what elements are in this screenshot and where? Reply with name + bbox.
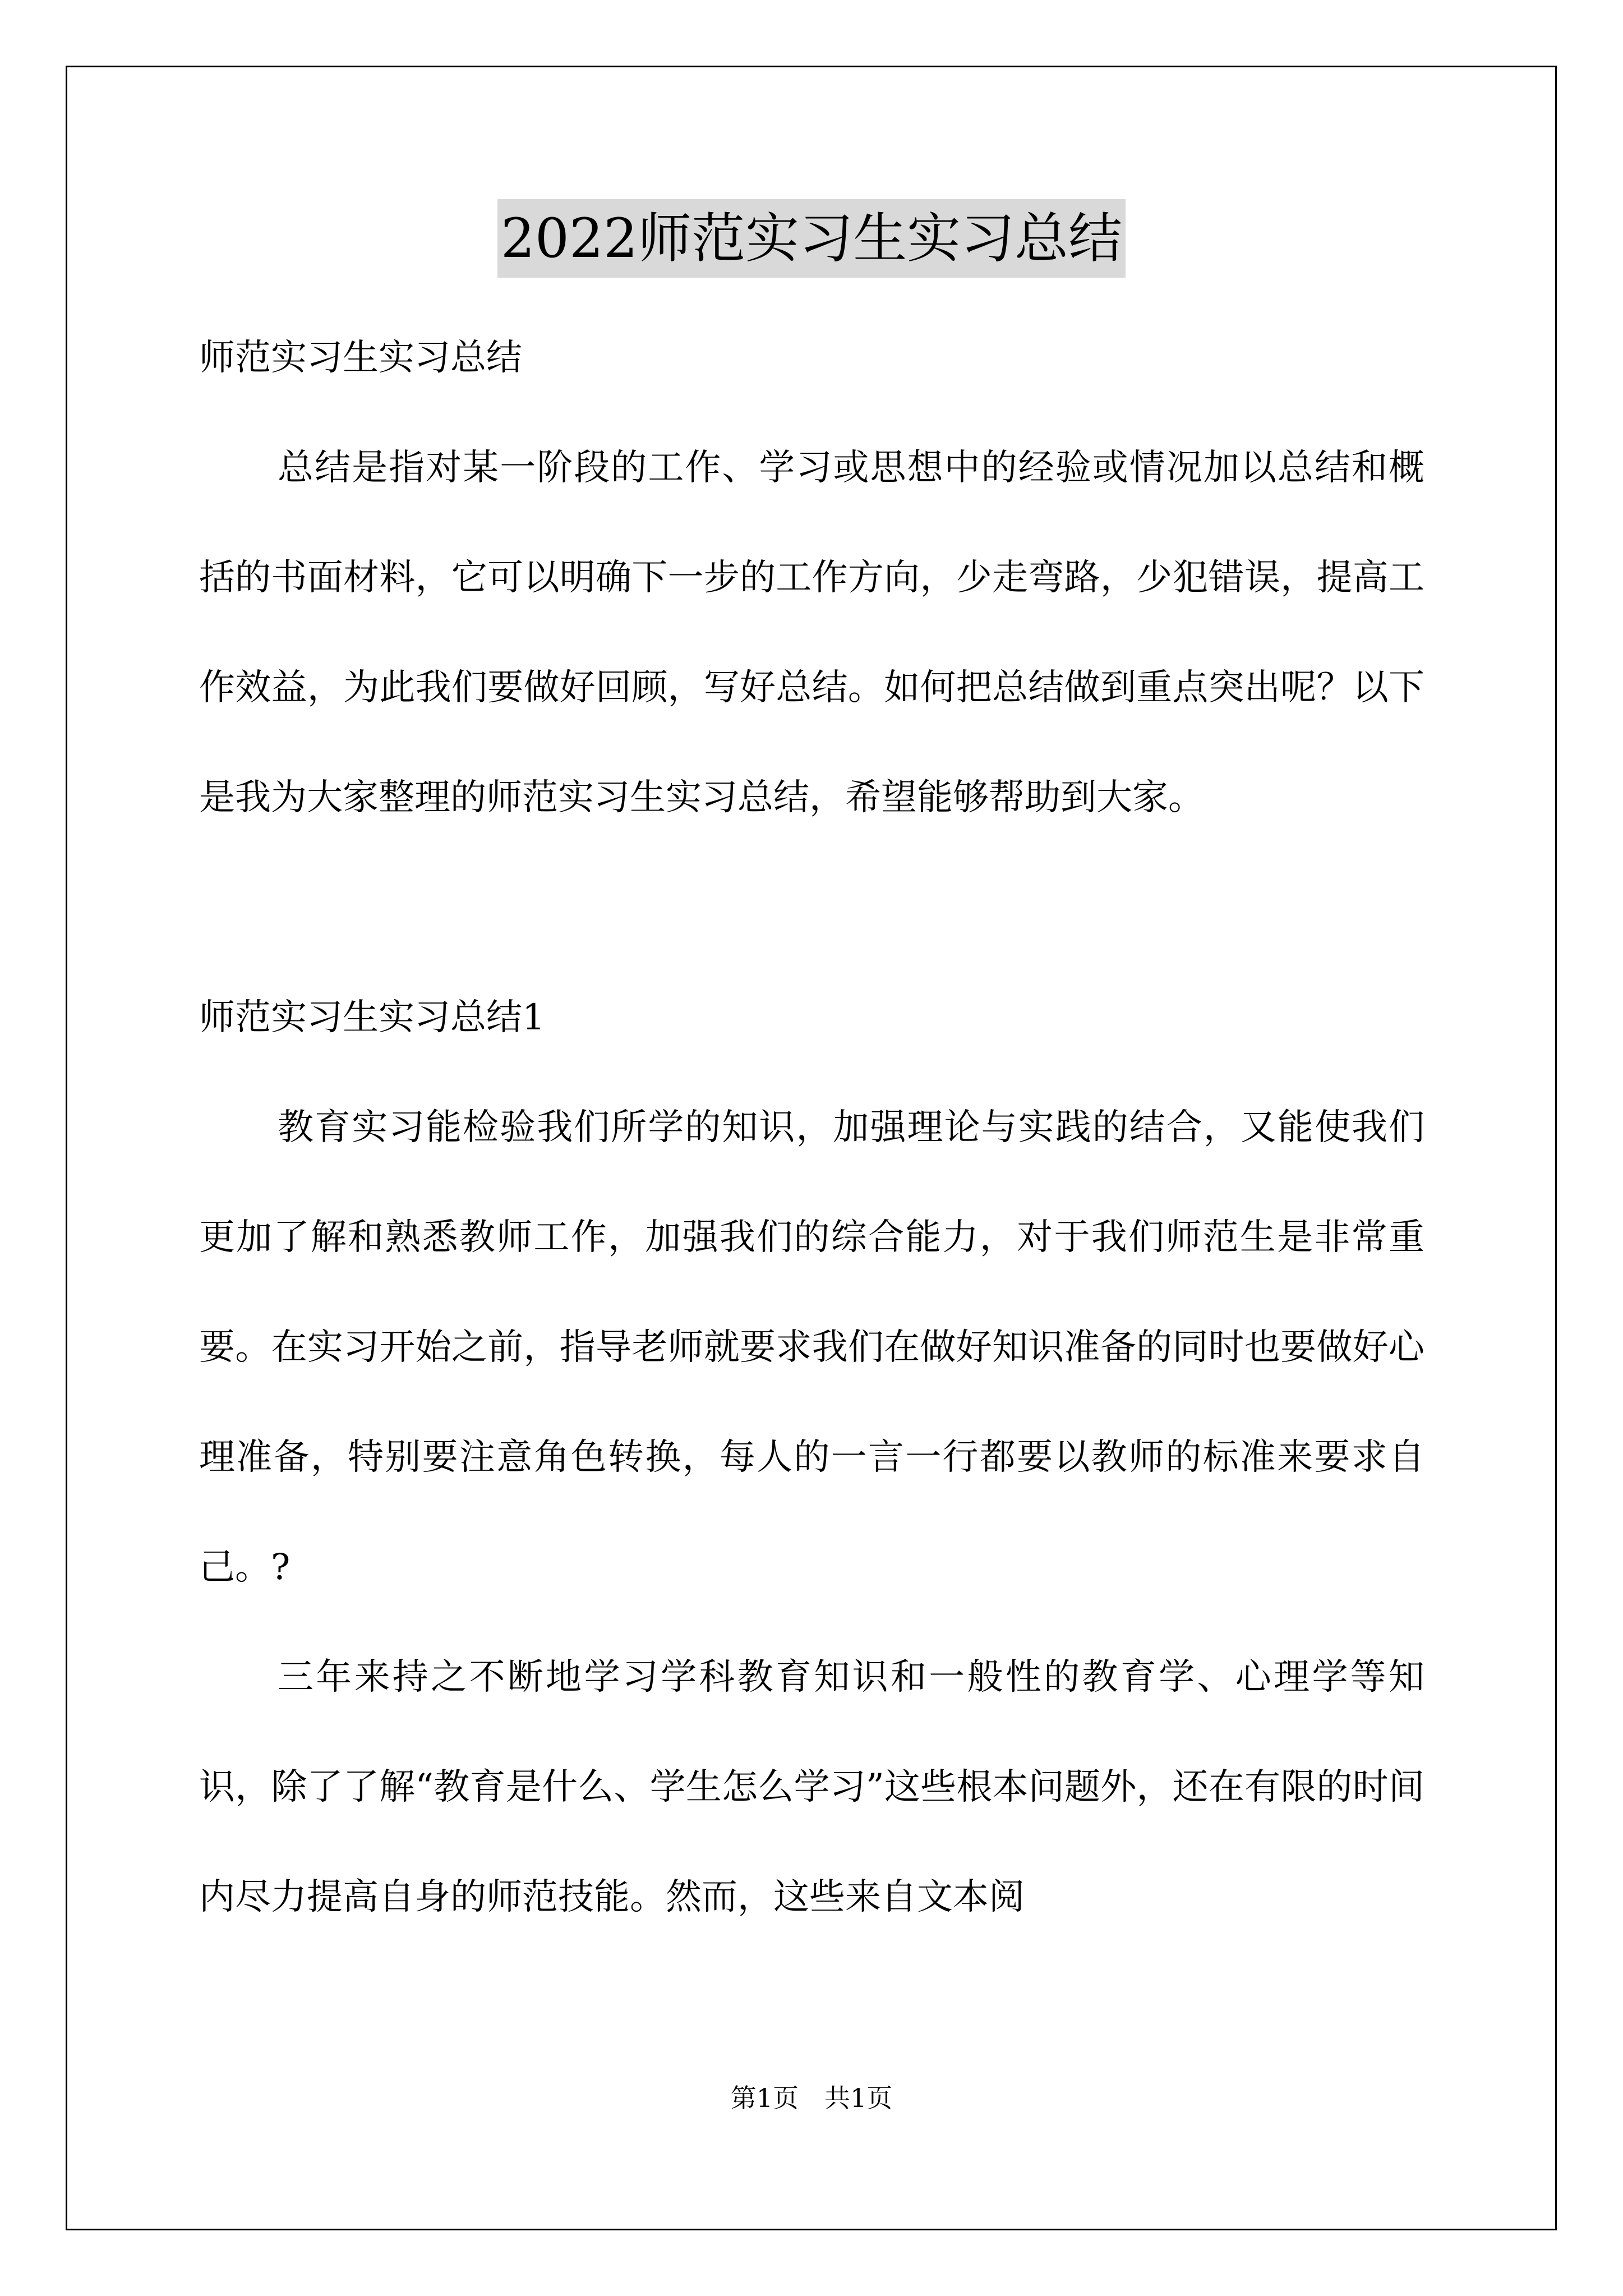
section-spacer: [199, 853, 1424, 963]
document-subtitle: 师范实习生实习总结: [199, 337, 522, 379]
title-container: [0, 199, 1623, 278]
page-footer: 第1页 共1页: [730, 2083, 893, 2113]
document-title: 2022师范实习生实习总结: [497, 199, 1126, 278]
body-paragraph: 三年来持之不断地学习学科教育知识和一般性的教育学、心理学等知识，除了了解“教育是什么、学生怎么学习”这些根本问题外，还在有限的时间内尽力提高自身的师范技能。然而，这些来自文本阅: [199, 1657, 1424, 1918]
body-paragraph: 教育实习能检验我们所学的知识，加强理论与实践的结合，又能使我们更加了解和熟悉教师工作，加强我们的综合能力，对于我们师范生是非常重要。在实习开始之前，指导老师就要求我们在做好知识准备的同时也要做好心理准备，特别要注意角色转换，每人的一言一行都要以教师的标准来要求自己。?: [199, 1107, 1424, 1588]
section-heading: 师范实习生实习总结1: [199, 997, 545, 1038]
document-body: [199, 303, 1424, 1952]
intro-paragraph: 总结是指对某一阶段的工作、学习或思想中的经验或情况加以总结和概括的书面材料，它可以明确下一步的工作方向，少走弯路，少犯错误，提高工作效益，为此我们要做好回顾，写好总结。如何把总结做到重点突出呢？以下是我为大家整理的师范实习生实习总结，希望能够帮助到大家。: [199, 447, 1424, 818]
